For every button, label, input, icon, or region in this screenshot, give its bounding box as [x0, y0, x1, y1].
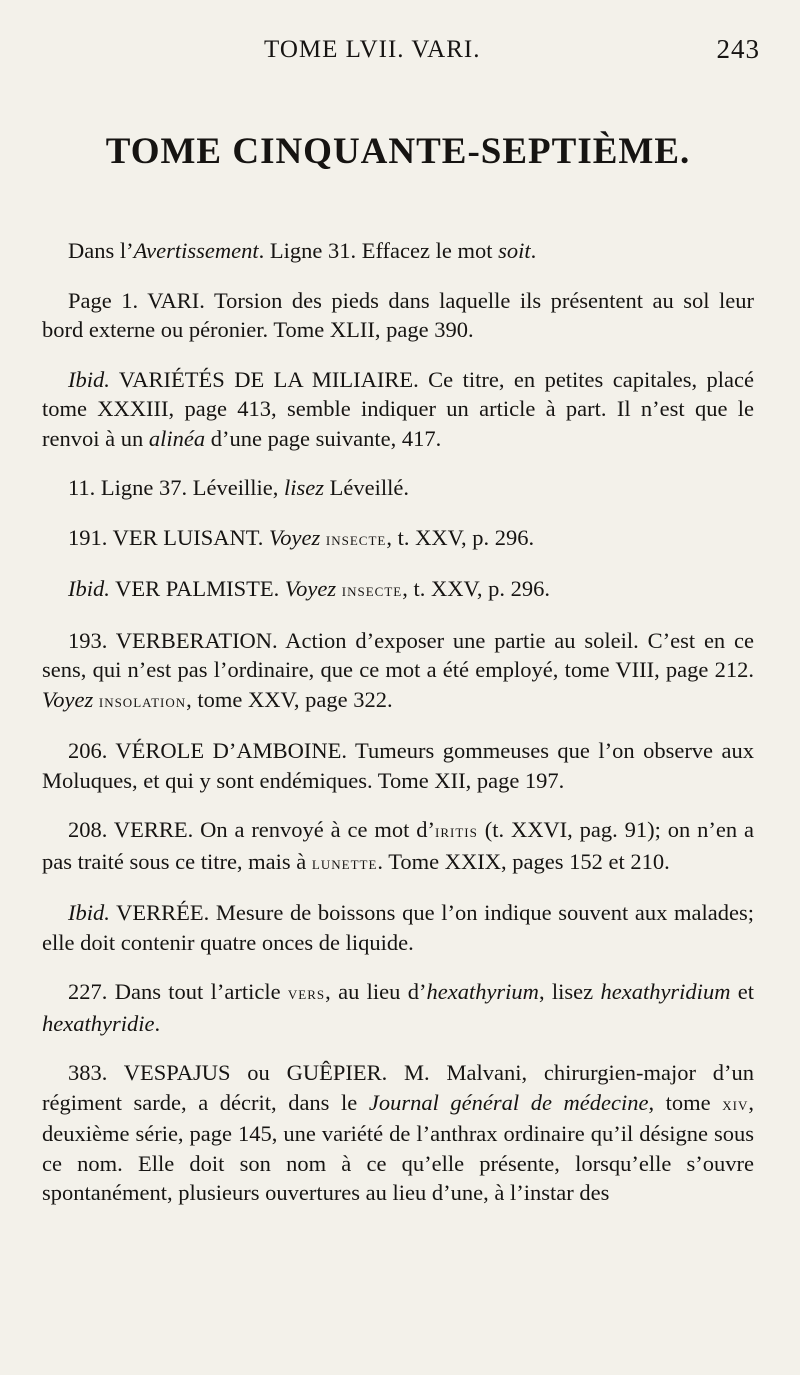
- entry-text-segment: iritis: [434, 821, 478, 841]
- entry-text-segment: d’une page suivante, 417.: [205, 425, 442, 451]
- entry-text-segment: 208. VERRE. On a renvoyé à ce mot d’: [68, 817, 435, 842]
- entry-text-segment: VARIÉTÉS DE LA MILIAIRE. Ce titre, en petites capitales, placé tome XXXIII, page 413, semble indiquer un article à part. Il n’est que le renvoi à un: [42, 366, 754, 451]
- entry-text-segment: Voyez: [284, 576, 337, 601]
- erratum-entry: [42, 1058, 754, 1208]
- erratum-entry: [42, 574, 754, 606]
- entry-text-segment: 206. VÉROLE D’AMBOINE. Tumeurs gommeuses que l’on observe aux Moluques, et qui y sont endémiques. Tome XII, page 197.: [42, 738, 754, 793]
- page-title: TOME CINQUANTE-SEPTIÈME.: [105, 131, 691, 172]
- entry-text-segment: 383. VESPAJUS ou GUÊPIER. M. Malvani, chirurgien-major d’un régiment sarde, a décrit, dans le: [42, 1060, 754, 1115]
- entry-text-segment: , lisez: [538, 979, 601, 1004]
- erratum-entry: [42, 977, 754, 1038]
- entry-text-segment: , deuxième série, page 145, une variété de l’anthrax ordinaire qu’il désigne sous ce nom. Elle doit son nom à ce qu’elle présente, lorsqu’elle s’ouvre spontanément, plusieurs ouvertures au lieu d’une, à l’instar des: [42, 1089, 754, 1205]
- entry-text-segment: Voyez: [269, 524, 321, 550]
- entry-text-segment: insecte: [325, 528, 387, 549]
- entry-text-segment: 191. VER LUISANT.: [68, 524, 270, 550]
- entry-text-segment: lisez: [283, 475, 324, 500]
- entry-text-segment: vers: [287, 983, 326, 1003]
- entry-text-segment: Avertissement: [133, 238, 259, 263]
- entry-text-segment: soit: [498, 238, 531, 263]
- entry-text-segment: 193. VERBERATION. Action d’exposer une partie au soleil. C’est en ce sens, qui n’est pas l’ordinaire, que ce mot a été employé, tome VIII, page 212.: [42, 627, 754, 682]
- entry-text-segment: Ibid.: [68, 366, 110, 392]
- entry-text-segment: VER PALMISTE.: [109, 576, 285, 601]
- entry-text-segment: insecte: [341, 580, 403, 600]
- entry-text-segment: Page 1. VARI. Torsion des pieds dans laquelle ils présentent au sol leur bord externe ou péronier. Tome XLII, page 390.: [42, 287, 754, 342]
- entry-text-segment: Voyez: [42, 686, 94, 712]
- entry-text-segment: hexathyridie: [42, 1010, 155, 1036]
- erratum-entry: [42, 626, 754, 717]
- entry-text-segment: et: [730, 979, 755, 1004]
- entry-text-segment: 11. Ligne 37. Léveillie,: [68, 475, 284, 500]
- erratum-entry: [42, 236, 754, 266]
- entry-text-segment: .: [530, 238, 537, 263]
- entry-text-segment: hexathyrium: [426, 979, 539, 1004]
- erratum-entry: [42, 365, 754, 454]
- running-title: TOME LVII. VARI.: [264, 36, 481, 63]
- entry-text-segment: 227. Dans tout l’article: [68, 979, 288, 1004]
- erratum-entry: [42, 736, 754, 795]
- erratum-entry: [42, 898, 754, 957]
- entry-text-segment: Ibid.: [68, 900, 110, 925]
- entry-text-segment: Léveillé.: [324, 475, 409, 500]
- erratum-entry: [42, 523, 754, 555]
- entry-text-segment: . Tome XXIX, pages 152 et 210.: [377, 848, 670, 874]
- entry-text-segment: (t. XXVI, pag. 91); on n’en a pas traité sous ce titre, mais à: [42, 817, 754, 874]
- running-head: [42, 30, 760, 78]
- entry-text-segment: VERRÉE. Mesure de boissons que l’on indique souvent aux malades; elle doit contenir quatre onces de liquide.: [42, 900, 754, 955]
- erratum-entry: [42, 815, 754, 878]
- entry-text-segment: , t. XXV, p. 296.: [386, 524, 535, 550]
- entry-text-segment: Journal général de médecine: [368, 1089, 649, 1115]
- erratum-list: [42, 236, 754, 1228]
- entry-text-segment: , tome XXV, page 322.: [186, 686, 393, 712]
- entry-text-segment: lunette: [311, 852, 378, 873]
- entry-text-segment: , au lieu d’: [325, 979, 427, 1004]
- entry-text-segment: . Ligne 31. Effacez le mot: [258, 238, 499, 263]
- entry-text-segment: Dans l’: [68, 238, 134, 263]
- entry-text-segment: Ibid.: [68, 576, 110, 601]
- entry-text-segment: xiv: [722, 1093, 749, 1114]
- page-number: 243: [716, 34, 760, 64]
- entry-text-segment: alinéa: [148, 425, 206, 451]
- erratum-entry: [42, 286, 754, 345]
- entry-text-segment: , tome: [648, 1089, 723, 1115]
- erratum-entry: [42, 473, 754, 503]
- entry-text-segment: .: [154, 1010, 161, 1036]
- entry-text-segment: insolation: [98, 690, 187, 711]
- entry-text-segment: hexathyridium: [600, 979, 731, 1004]
- entry-text-segment: , t. XXV, p. 296.: [402, 576, 550, 601]
